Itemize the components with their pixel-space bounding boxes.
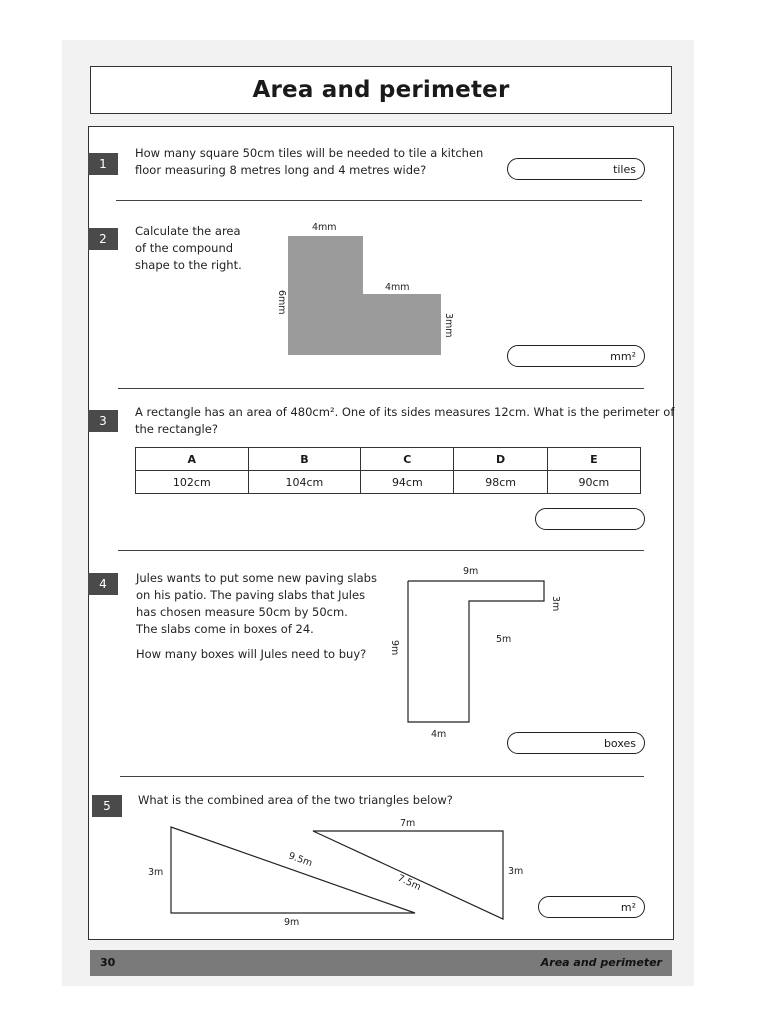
divider [116,200,642,201]
label-right: 3mm [443,313,454,338]
label-t1-base: 9m [284,917,300,928]
question-4-text: Jules wants to put some new paving slabs on his patio. The paving slabs that Jules has chosen measure 50cm by 50cm. The slabs come in boxes of 24. How many boxes will Jules need to buy? [136,571,377,661]
answer-box-1[interactable]: tiles [507,158,645,180]
label-top: 4mm [312,222,337,233]
option-header: B [248,448,361,471]
question-number-5: 5 [92,795,122,817]
label-top: 9m [463,566,479,577]
triangle-right [313,831,503,919]
label-t1-height: 3m [148,867,164,878]
option-value: 94cm [361,471,454,494]
label-left: 6mm [276,290,287,315]
footer-title: Area and perimeter [540,956,662,969]
triangle-left [171,827,415,913]
label-step: 5m [496,634,512,645]
option-value: 102cm [136,471,249,494]
question-1-text: How many square 50cm tiles will be needed to tile a kitchen floor measuring 8 metres long and 4 metres wide? [135,146,484,177]
page-footer [90,950,672,976]
divider [120,776,644,777]
question-number-2: 2 [88,228,118,250]
question-5-text: What is the combined area of the two triangles below? [138,793,453,807]
options-table [135,447,641,494]
question-number-1: 1 [88,153,118,175]
question-number-4: 4 [88,573,118,595]
answer-box-2[interactable]: mm² [507,345,645,367]
compound-shape-diagram [268,218,468,363]
label-t2-hypotenuse: 7.5m [395,872,423,894]
triangles-diagram [140,812,524,932]
divider [118,388,644,389]
option-header: C [361,448,454,471]
option-header: A [136,448,249,471]
answer-box-4[interactable]: boxes [507,732,645,754]
label-t1-hypotenuse: 9.5m [286,850,314,870]
patio-shape-diagram [380,560,570,745]
question-3-text: A rectangle has an area of 480cm². One of its sides measures 12cm. What is the perimeter of the rectangle? [135,405,675,436]
option-value: 90cm [547,471,640,494]
label-bottom: 4m [431,729,447,740]
answer-box-3[interactable] [535,508,645,530]
option-value: 98cm [454,471,547,494]
divider [118,550,644,551]
label-left: 9m [389,640,400,656]
option-value: 104cm [248,471,361,494]
label-t2-height: 3m [508,866,524,877]
question-2-text: Calculate the area of the compound shape to the right. [135,224,242,272]
page-title: Area and perimeter [252,77,510,103]
patio-outline [408,581,544,722]
page-number: 30 [100,956,116,969]
option-header: D [454,448,547,471]
answer-box-5[interactable]: m² [538,896,645,918]
label-right: 3m [550,596,561,612]
l-shape [288,236,441,355]
option-header: E [547,448,640,471]
title-box [90,66,672,114]
label-step: 4mm [385,282,410,293]
question-number-3: 3 [88,410,118,432]
label-t2-top: 7m [400,818,416,829]
